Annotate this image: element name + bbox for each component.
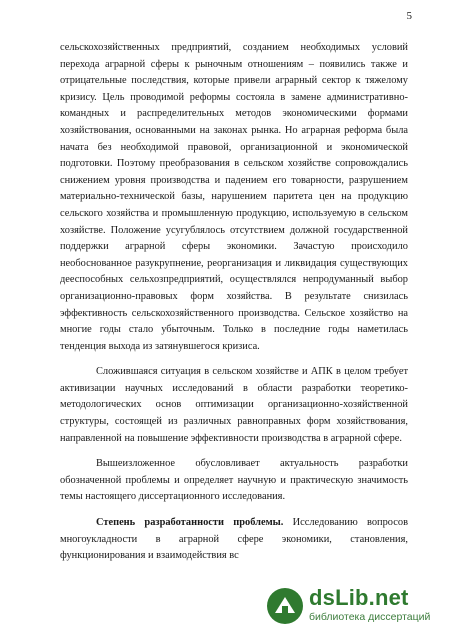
text-line: сельского хозяйства и промышленную продукцию, используемую в сельском — [60, 207, 408, 219]
text-line: организационно-правовых форм хозяйства. В результате снизилась — [60, 290, 408, 302]
text-fragment: Исследованию вопросов — [283, 517, 408, 529]
paragraph — [60, 456, 408, 506]
document-body — [60, 40, 408, 565]
text-line: эффективность сельскохозяйственного производства. Сельское хозяйство на — [60, 307, 408, 319]
text-line: поддержки аграрной сферы экономики. Зачастую происходило — [60, 241, 408, 253]
text-line: отрицательные последствия, которые привели аграрный сектор к тяжелому — [60, 75, 408, 87]
text-line: перехода аграрной сферы к рыночным отношениям – появились также и — [60, 58, 408, 70]
dslib-logo-icon — [265, 586, 305, 626]
watermark — [263, 584, 438, 630]
text-line: обозначенной проблемы и определяет научную и практическую значимость — [60, 474, 408, 486]
text-line: активизации научных исследований в области разработки теоретико- — [60, 382, 408, 394]
text-line: кризису. Цель проводимой реформы состояла в замене административно- — [60, 91, 408, 103]
text-line: хозяйствования, основанными на законах рынка. Но аграрная реформа была — [60, 124, 408, 136]
paragraph — [60, 515, 408, 565]
text-line: многие годы стало убыточным. Только в последние годы наметилась — [60, 324, 408, 336]
text-line: темы настоящего диссертационного исследования. — [60, 491, 286, 503]
text-line: многоукладности в аграрной сфере экономики, становления, — [60, 533, 408, 545]
paragraph — [60, 40, 408, 355]
text-line: материально-технической базы, нарушением паритета цен на продукцию — [60, 191, 408, 203]
text-line: подготовки. Поэтому преобразования в сельском хозяйстве сопровождались — [60, 158, 408, 170]
text-line: методологических основ оптимизации организационно-хозяйственной — [60, 399, 408, 411]
text-line: функционирования и взаимодействия вс — [60, 550, 239, 562]
watermark-subtitle: библиотека диссертаций — [309, 611, 431, 623]
text-line: сельскохозяйственных предприятий, созданием необходимых условий — [60, 42, 408, 53]
text-line: хозяйстве. Положение усугублялось отсутствием должной государственной — [60, 224, 408, 236]
text-line: Вышеизложенное обусловливает актуальность разработки — [96, 458, 408, 470]
text-line: Сложившаяся ситуация в сельском хозяйстве и АПК в целом требует — [96, 366, 408, 378]
text-line: направленной на повышение эффективности производства в аграрной сфере. — [60, 432, 403, 444]
watermark-title: dsLib.net — [309, 585, 409, 610]
text-line: начата без необходимой правовой, организационной и экономической — [60, 141, 408, 153]
page-number: 5 — [406, 10, 412, 22]
section-heading: Степень разработанности проблемы. — [96, 517, 284, 529]
text-line: командных и распределительных методов экономическими формами — [60, 108, 408, 120]
text-line: снижением уровня производства и падением его товарности, разрушением — [60, 174, 408, 186]
paragraph — [60, 364, 408, 447]
text-line: тенденция выхода из затянувшегося кризиса. — [60, 340, 260, 352]
text-line — [60, 515, 408, 532]
text-line: дееспособных сельхозпредприятий, осуществлялся непродуманный выбор — [60, 274, 408, 286]
text-line: необоснованное разукрупнение, реорганизация и ликвидация существующих — [60, 257, 408, 269]
text-line: структуры, состоящей из различных равноправных форм хозяйствования, — [60, 416, 408, 428]
